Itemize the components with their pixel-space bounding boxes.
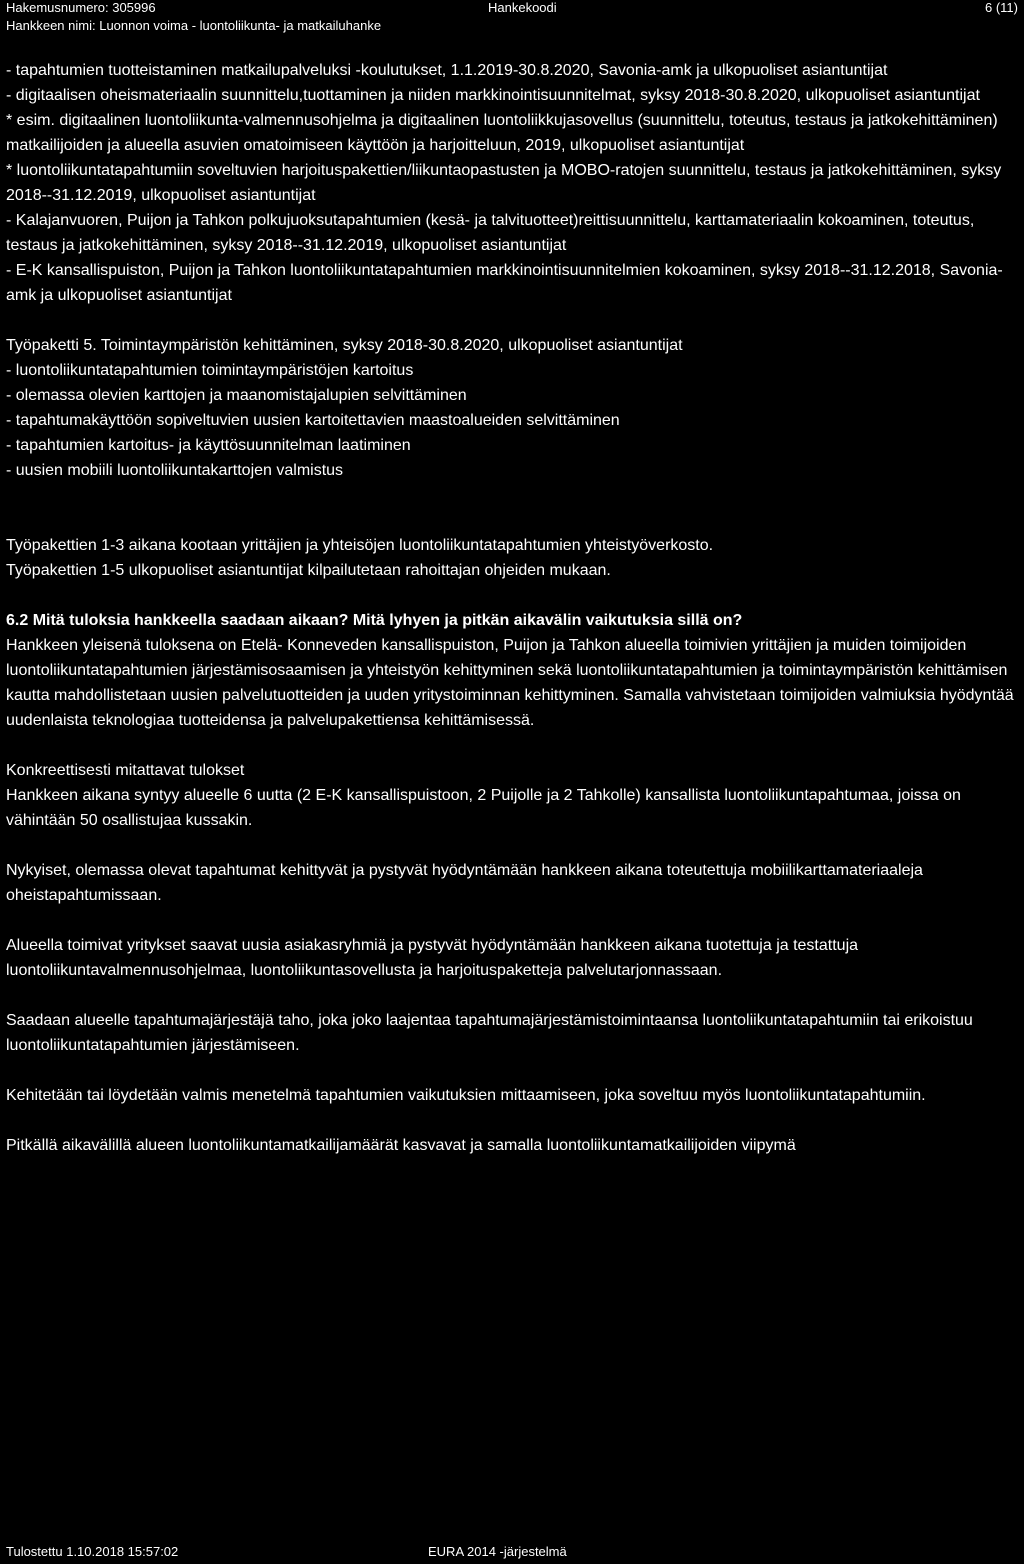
- long-term-effects: Pitkällä aikavälillä alueen luontoliikuntamatkailijamäärät kasvavat ja samalla luontoliikuntamatkailijoiden viipymä: [6, 1137, 796, 1154]
- wp4-item-4: * luontoliikuntatapahtumiin soveltuvien harjoituspakettien/liikuntaopastusten ja MOBO-ratojen suunnittelu, testaus ja jatkokehittäminen, syksy 2018--31.12.2019, ulkopuoliset asiantuntijat: [6, 162, 1002, 204]
- wp5-item-1: - luontoliikuntatapahtumien toimintaympäristöjen kartoitus: [6, 362, 414, 379]
- project-name: Hankkeen nimi: Luonnon voima - luontoliikunta- ja matkailuhanke: [6, 18, 382, 33]
- result-paragraph-1: Nykyiset, olemassa olevat tapahtumat kehittyvät ja pystyvät hyödyntämään hankkeen aikana toteutettuja mobiilikarttamateriaaleja oheistapahtumissaan.: [6, 862, 923, 904]
- project-code-label: Hankekoodi: [488, 0, 557, 15]
- system-name: EURA 2014 -järjestelmä: [428, 1544, 567, 1559]
- section-heading-6-2: 6.2 Mitä tuloksia hankkeella saadaan aikaan? Mitä lyhyen ja pitkän aikavälin vaikutuksia sillä on?: [6, 612, 743, 629]
- page-indicator: 6 (11): [985, 0, 1018, 15]
- work-package-5-title: Työpaketti 5. Toimintaympäristön kehittäminen, syksy 2018-30.8.2020, ulkopuoliset asiantuntijat: [6, 337, 683, 354]
- wp5-item-2: - olemassa olevien karttojen ja maanomistajalupien selvittäminen: [6, 387, 467, 404]
- note-tendering: Työpakettien 1-5 ulkopuoliset asiantuntijat kilpailutetaan rahoittajan ohjeiden mukaan.: [6, 562, 611, 579]
- document-body: [6, 58, 1022, 1158]
- concrete-results-text: Hankkeen aikana syntyy alueelle 6 uutta (2 E-K kansallispuistoon, 2 Puijolle ja 2 Tahkolle) kansallista luontoliikuntapahtumaa, joissa on vähintään 50 osallistujaa kussakin.: [6, 787, 961, 829]
- result-paragraph-2: Alueella toimivat yritykset saavat uusia asiakasryhmiä ja pystyvät hyödyntämään hankkeen aikana tuotettuja ja testattuja luontoliikuntavalmennusohjelmaa, luontoliikuntasovellusta ja harjoituspaketteja palvelutarjonnassaan.: [6, 937, 859, 979]
- result-paragraph-3: Saadaan alueelle tapahtumajärjestäjä taho, joka joko laajentaa tapahtumajärjestämistoimintaansa luontoliikuntatapahtumiin tai erikoistuu luontoliikuntatapahtumien järjestämiseen.: [6, 1012, 973, 1054]
- wp4-item-3: * esim. digitaalinen luontoliikunta-valmennusohjelma ja digitaalinen luontoliikkujasovellus (suunnittelu, toteutus, testaus ja jatkokehittäminen) matkailijoiden ja alueella asuvien omatoimiseen käyttöön ja harjoitteluun, 2019, ulkopuoliset asiantuntijat: [6, 112, 998, 154]
- wp4-item-5: - Kalajanvuoren, Puijon ja Tahkon polkujuoksutapahtumien (kesä- ja talvituotteet)reittisuunnittelu, karttamateriaalin kokoaminen, toteutus, testaus ja jatkokehittäminen, syksy 2018--31.12.2019, ulkopuoliset asiantuntijat: [6, 212, 975, 254]
- print-timestamp: Tulostettu 1.10.2018 15:57:02: [6, 1544, 179, 1559]
- note-network: Työpakettien 1-3 aikana kootaan yrittäjien ja yhteisöjen luontoliikuntatapahtumien yhteistyöverkosto.: [6, 537, 714, 554]
- concrete-results-label: Konkreettisesti mitattavat tulokset: [6, 762, 245, 779]
- wp4-item-6: - E-K kansallispuiston, Puijon ja Tahkon luontoliikuntatapahtumien markkinointisuunnitelmien kokoaminen, syksy 2018--31.12.2018, Savonia-amk ja ulkopuoliset asiantuntijat: [6, 262, 1003, 304]
- wp5-item-5: - uusien mobiili luontoliikuntakarttojen valmistus: [6, 462, 344, 479]
- result-paragraph-4: Kehitetään tai löydetään valmis menetelmä tapahtumien vaikutuksien mittaamiseen, joka soveltuu myös luontoliikuntatapahtumiin.: [6, 1087, 926, 1104]
- overall-result: Hankkeen yleisenä tuloksena on Etelä- Konneveden kansallispuiston, Puijon ja Tahkon alueella toimivien yrittäjien ja muiden toimijoiden luontoliikuntatapahtumien järjestämisosaamisen ja yhteistyön kehittyminen sekä luontoliikuntatapahtumien ja toimintaympäristön kehittämisen kautta mahdollistetaan uusien palvelutuotteiden ja uuden yritystoiminnan kehittyminen. Samalla vahvistetaan toimijoiden valmiuksia hyödyntää uudenlaista teknologiaa tuotteidensa ja palvelupakettiensa kehittämisessä.: [6, 637, 1014, 729]
- wp5-item-3: - tapahtumakäyttöön sopiveltuvien uusien kartoitettavien maastoalueiden selvittäminen: [6, 412, 620, 429]
- wp4-item-2: - digitaalisen oheismateriaalin suunnittelu,tuottaminen ja niiden markkinointisuunnitelmat, syksy 2018-30.8.2020, ulkopuoliset asiantuntijat: [6, 87, 980, 104]
- wp4-item-1: - tapahtumien tuotteistaminen matkailupalveluksi -koulutukset, 1.1.2019-30.8.2020, Savonia-amk ja ulkopuoliset asiantuntijat: [6, 62, 888, 79]
- wp5-item-4: - tapahtumien kartoitus- ja käyttösuunnitelman laatiminen: [6, 437, 411, 454]
- application-number: Hakemusnumero: 305996: [6, 0, 156, 15]
